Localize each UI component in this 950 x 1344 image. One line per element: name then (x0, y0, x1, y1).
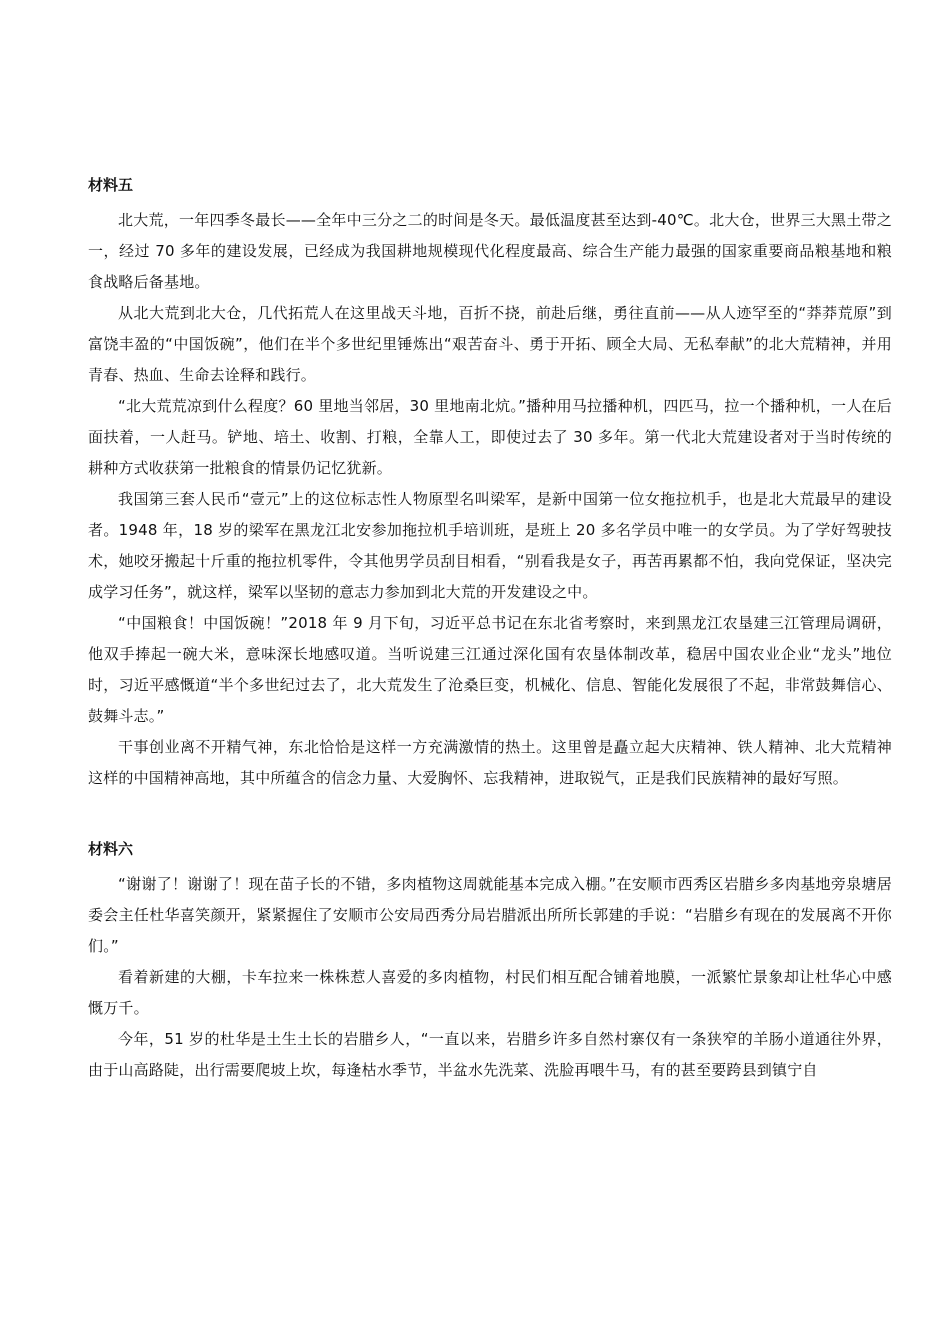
paragraph: 干事创业离不开精气神，东北恰恰是这样一方充满激情的热土。这里曾是矗立起大庆精神、铁人精神、北大荒精神这样的中国精神高地，其中所蕴含的信念力量、大爱胸怀、忘我精神，进取锐气，正是我们民族精神的最好写照。 (88, 738, 892, 787)
paragraph: 今年，51 岁的杜华是土生土长的岩腊乡人，“一直以来，岩腊乡许多自然村寨仅有一条狭窄的羊肠小道通往外界，由于山高路陡，出行需要爬坡上坎，每逢枯水季节，半盆水先洗菜、洗脸再喂牛马，有的甚至要跨县到镇宁自 (88, 1030, 892, 1079)
paragraph: “北大荒荒凉到什么程度？60 里地当邻居，30 里地南北炕。”播种用马拉播种机，四匹马，拉一个播种机，一人在后面扶着，一人赶马。铲地、培土、收割、打粮，全靠人工，即使过去了 30 多年。第一代北大荒建设者对于当时传统的耕种方式收获第一批粮食的情景仍记忆犹新。 (88, 397, 892, 477)
paragraph: 看着新建的大棚，卡车拉来一株株惹人喜爱的多肉植物，村民们相互配合铺着地膜，一派繁忙景象却让杜华心中感慨万千。 (88, 968, 892, 1017)
paragraph: 北大荒，一年四季冬最长——全年中三分之二的时间是冬天。最低温度甚至达到-40℃。北大仓，世界三大黑土带之一，经过 70 多年的建设发展，已经成为我国耕地规模现代化程度最高、综合生产能力最强的国家重要商品粮基地和粮食战略后备基地。 (88, 211, 892, 291)
paragraph: 从北大荒到北大仓，几代拓荒人在这里战天斗地，百折不挠，前赴后继，勇往直前——从人迹罕至的“莽莽荒原”到富饶丰盈的“中国饭碗”，他们在半个多世纪里锤炼出“艰苦奋斗、勇于开拓、顾全大局、无私奉献”的北大荒精神，并用青春、热血、生命去诠释和践行。 (88, 304, 892, 384)
paragraph: “谢谢了！谢谢了！现在苗子长的不错，多肉植物这周就能基本完成入棚。”在安顺市西秀区岩腊乡多肉基地旁泉塘居委会主任杜华喜笑颜开，紧紧握住了安顺市公安局西秀分局岩腊派出所所长郭建的手说：“岩腊乡有现在的发展离不开你们。” (88, 875, 892, 955)
section-material-6 (88, 838, 892, 1086)
paragraph: 我国第三套人民币“壹元”上的这位标志性人物原型名叫梁军，是新中国第一位女拖拉机手，也是北大荒最早的建设者。1948 年，18 岁的梁军在黑龙江北安参加拖拉机手培训班，是班上 20 多名学员中唯一的女学员。为了学好驾驶技术，她咬牙搬起十斤重的拖拉机零件，令其他男学员刮目相看，“别看我是女子，再苦再累都不怕，我向党保证，坚决完成学习任务”，就这样，梁军以坚韧的意志力参加到北大荒的开发建设之中。 (88, 490, 892, 601)
section-material-5 (88, 174, 892, 794)
section-spacer (88, 794, 892, 838)
section-heading: 材料五 (88, 176, 134, 194)
paragraph: “中国粮食！中国饭碗！”2018 年 9 月下旬，习近平总书记在东北省考察时，来到黑龙江农垦建三江管理局调研，他双手捧起一碗大米，意味深长地感叹道。当听说建三江通过深化国有农垦体制改革，稳居中国农业企业“龙头”地位时，习近平感慨道“半个多世纪过去了，北大荒发生了沧桑巨变，机械化、信息、智能化发展很了不起，非常鼓舞信心、鼓舞斗志。” (88, 614, 892, 725)
section-heading: 材料六 (88, 840, 134, 858)
